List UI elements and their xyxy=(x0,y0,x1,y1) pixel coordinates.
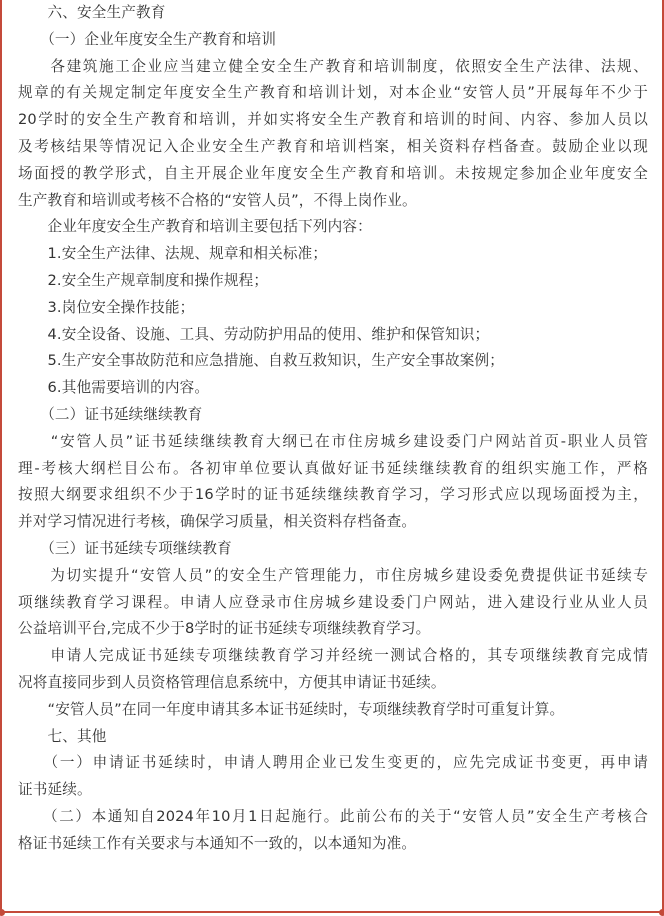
document-line: 按照大纲要求组织不少于16学时的证书延续继续教育学习，学习形式应以现场面授为主， xyxy=(18,486,648,504)
document-line: 公益培训平台,完成不少于8学时的证书延续专项继续教育学习。 xyxy=(18,620,431,638)
document-line: 为切实提升“安管人员”的安全生产管理能力，市住房城乡建设委免费提供证书延续专 xyxy=(18,566,648,584)
document-line: 证书延续。 xyxy=(18,781,92,799)
document-line: 1.安全生产法律、法规、规章和相关标准； xyxy=(18,245,328,263)
document-line: “安管人员”在同一年度申请其多本证书延续时，专项继续教育学时可重复计算。 xyxy=(18,700,565,718)
document-line: 格证书延续工作有关要求与本通知不一致的，以本通知为准。 xyxy=(18,834,417,852)
document-line: 理-考核大纲栏目公布。各初审单位要认真做好证书延续继续教育的组织实施工作，严格 xyxy=(18,459,648,477)
document-line: 企业年度安全生产教育和培训主要包括下列内容： xyxy=(18,218,372,236)
document-line: 项继续教育学习课程。申请人应登录市住房城乡建设委门户网站，进入建设行业从业人员 xyxy=(18,593,648,611)
document-line: 七、其他 xyxy=(18,727,107,745)
document-line: 并对学习情况进行考核，确保学习质量，相关资料存档备查。 xyxy=(18,513,417,531)
document-body xyxy=(18,0,648,858)
document-line: 申请人完成证书延续专项继续教育学习并经统一测试合格的，其专项继续教育完成情 xyxy=(18,647,648,665)
document-line: （一）申请证书延续时，申请人聘用企业已发生变更的，应先完成证书变更，再申请 xyxy=(18,754,648,772)
document-line: （二）证书延续继续教育 xyxy=(18,405,203,423)
document-line: 3.岗位安全操作技能； xyxy=(18,298,195,316)
document-line: （一）企业年度安全生产教育和培训 xyxy=(18,30,277,48)
document-line: 6.其他需要培训的内容。 xyxy=(18,379,210,397)
document-line: （二）本通知自2024年10月1日起施行。此前公布的关于“安管人员”安全生产考核合 xyxy=(18,807,648,825)
document-line: 4.安全设备、设施、工具、劳动防护用品的使用、维护和保管知识； xyxy=(18,325,490,343)
document-line: 2.安全生产规章制度和操作规程； xyxy=(18,271,269,289)
document-line: 六、安全生产教育 xyxy=(18,4,166,21)
document-line: 场面授的教学形式，自主开展企业年度安全生产教育和培训。未按规定参加企业年度安全 xyxy=(18,164,648,182)
document-line: 生产教育和培训或考核不合格的“安管人员”，不得上岗作业。 xyxy=(18,191,417,209)
document-line: 5.生产安全事故防范和应急措施、自救互救知识，生产安全事故案例； xyxy=(18,352,505,370)
document-line: （三）证书延续专项继续教育 xyxy=(18,539,232,557)
document-line: 况将直接同步到人员资格管理信息系统中，方便其申请证书延续。 xyxy=(18,673,446,691)
document-line: 规章的有关规定制定年度安全生产教育和培训计划，对本企业“安管人员”开展每年不少于 xyxy=(18,84,648,102)
document-line: “安管人员”证书延续继续教育大纲已在市住房城乡建设委门户网站首页-职业人员管 xyxy=(18,432,648,450)
document-line: 20学时的安全生产教育和培训，并如实将安全生产教育和培训的时间、内容、参加人员以 xyxy=(18,111,648,129)
document-line: 及考核结果等情况记入企业安全生产教育和培训档案，相关资料存档备查。鼓励企业以现 xyxy=(18,137,648,155)
document-line: 各建筑施工企业应当建立健全安全生产教育和培训制度，依照安全生产法律、法规、 xyxy=(18,57,648,75)
